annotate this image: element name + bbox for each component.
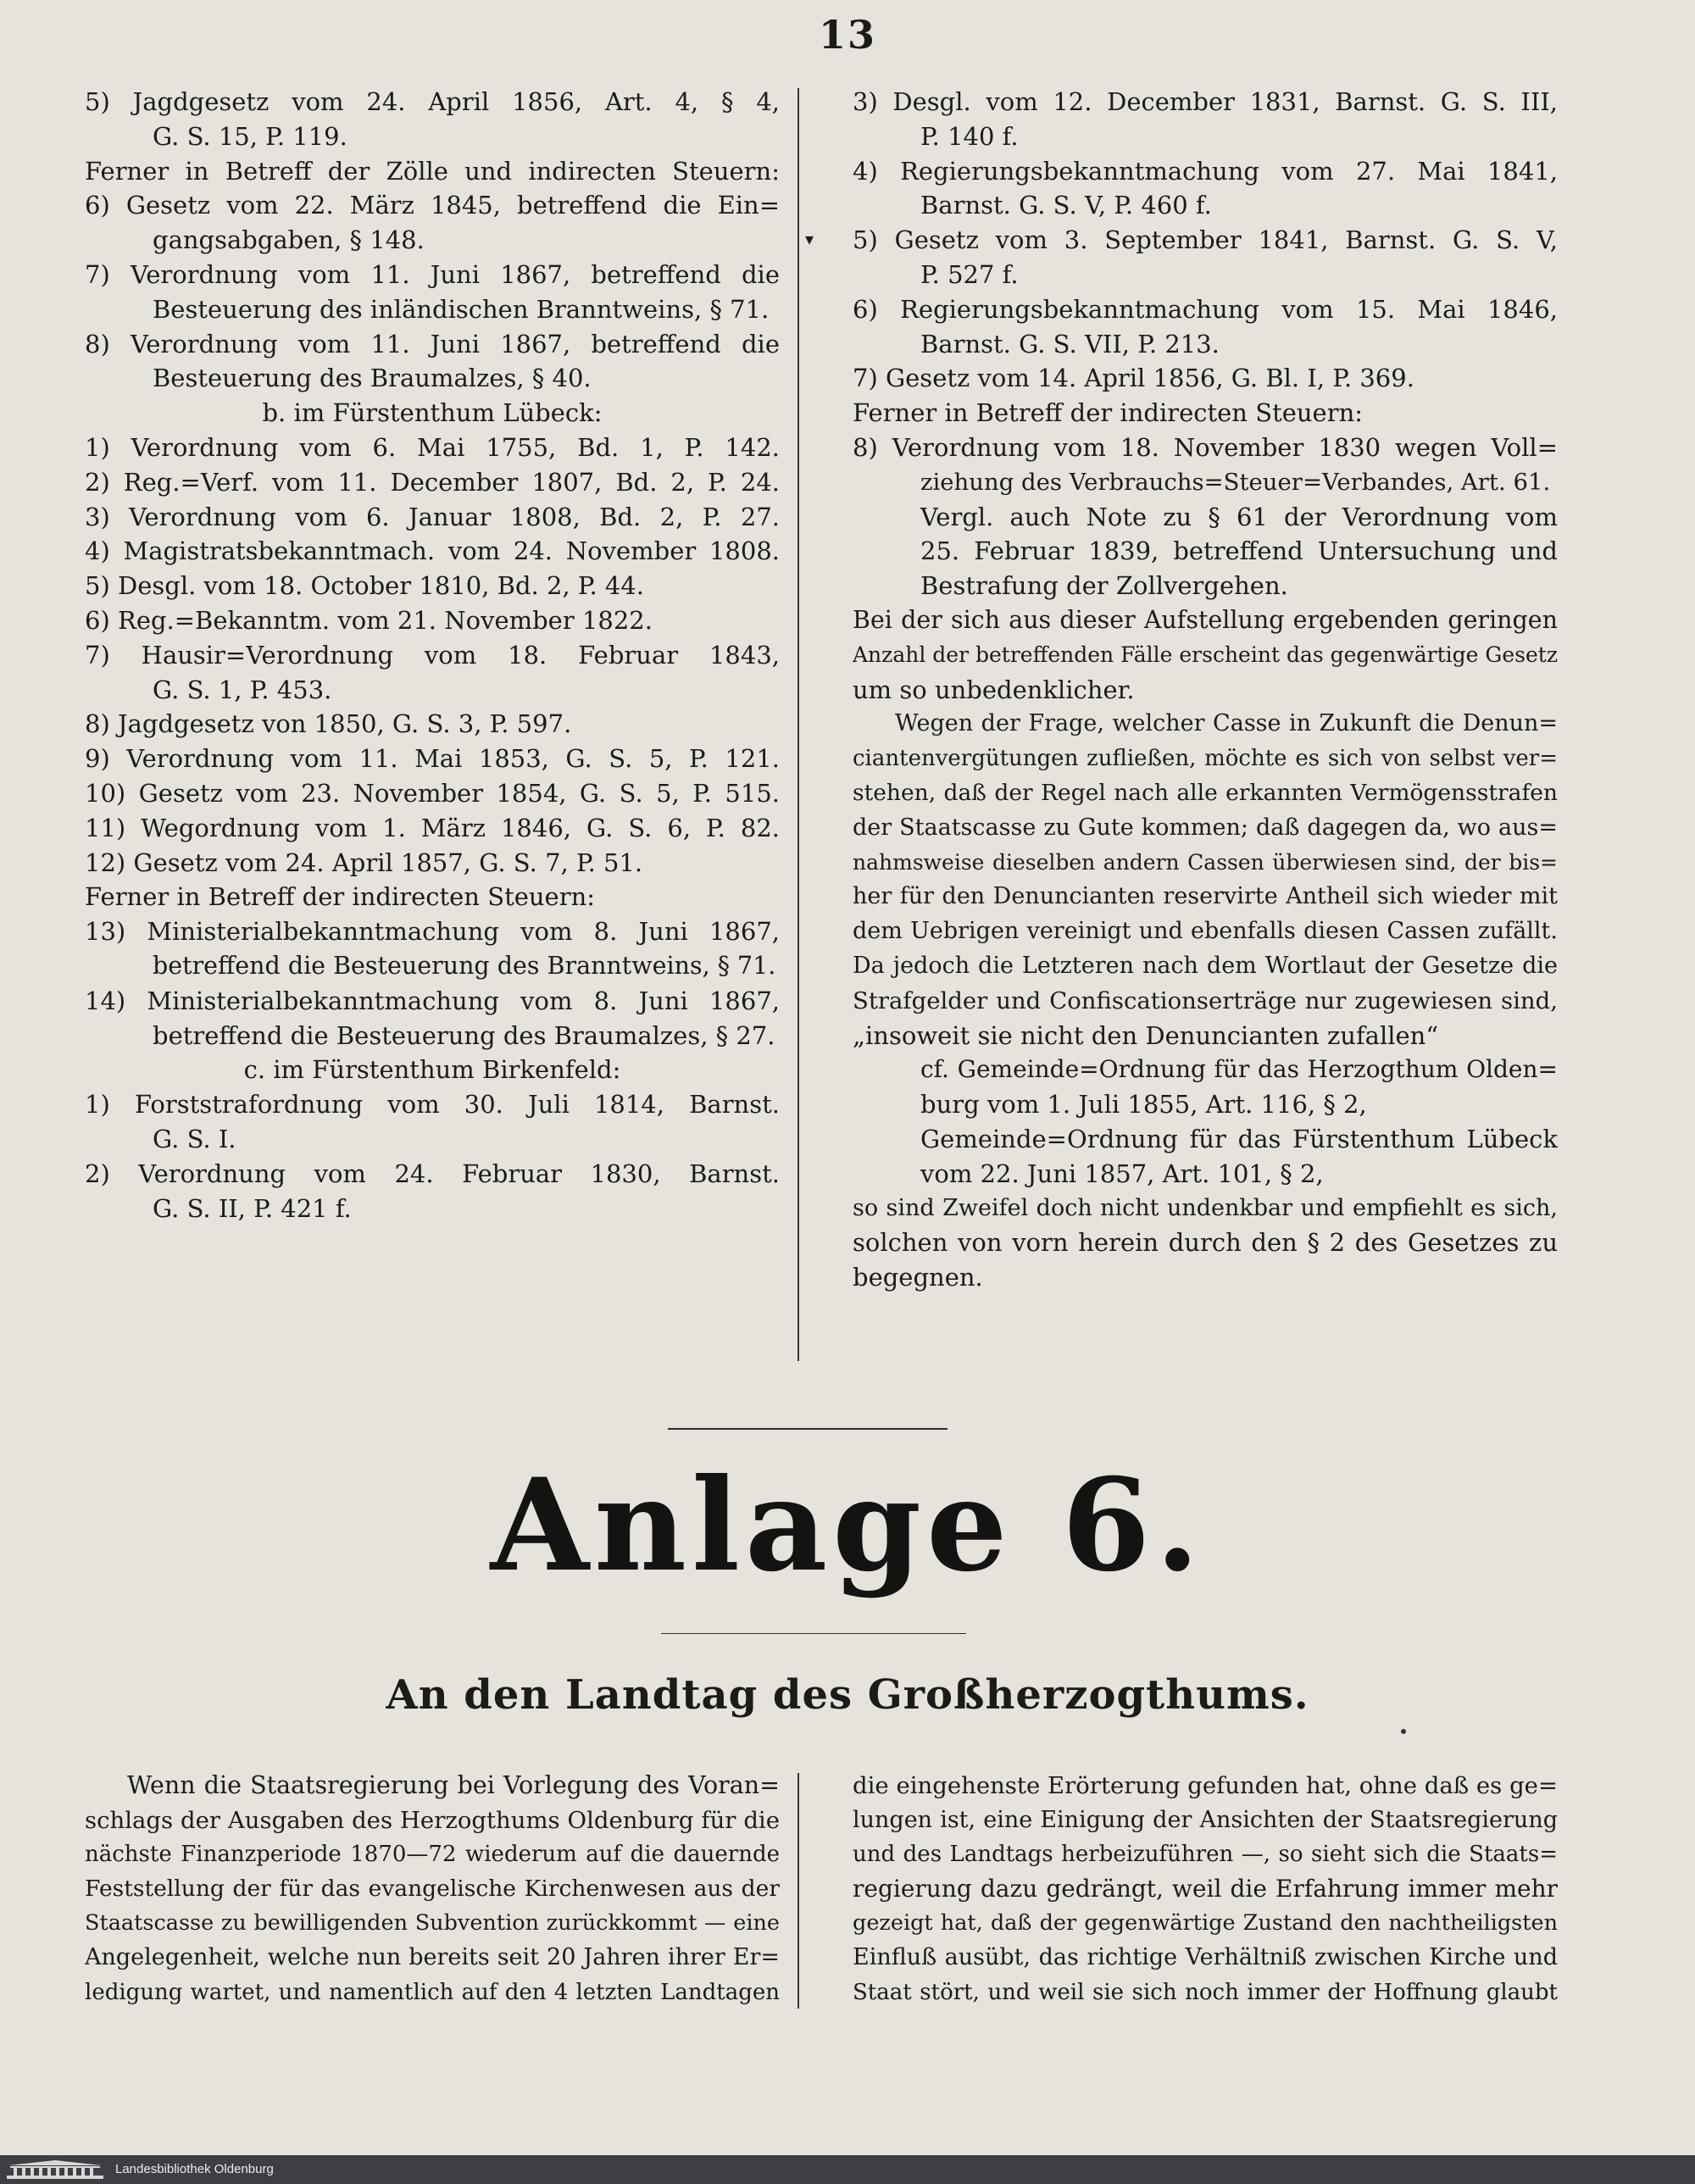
- library-building-icon: [5, 2159, 105, 2181]
- footer-label: Landesbibliothek Oldenburg: [115, 2162, 274, 2176]
- text-line: 13) Ministerialbekanntmachung vom 8. Juni 1867,: [85, 917, 780, 947]
- text-line: 5) Jagdgesetz vom 24. April 1856, Art. 4, § 4,: [85, 87, 780, 116]
- text-line: Wenn die Staatsregierung bei Vorlegung des Voran=: [127, 1771, 780, 1799]
- text-line: 8) Verordnung vom 18. November 1830 wegen Voll=: [853, 432, 1558, 462]
- text-line: burg vom 1. Juli 1855, Art. 116, § 2,: [920, 1090, 1367, 1120]
- annex-title: Anlage 6.: [490, 1451, 1205, 1600]
- footer-bar: [0, 2155, 1695, 2184]
- text-line: Ferner in Betreff der indirecten Steuern:: [853, 398, 1364, 428]
- text-line: um so unbedenklicher.: [853, 675, 1135, 704]
- text-line: P. 527 f.: [920, 259, 1019, 289]
- text-line: Barnst. G. S. VII, P. 213.: [920, 329, 1220, 358]
- text-line: 5) Desgl. vom 18. October 1810, Bd. 2, P. 44.: [85, 571, 645, 601]
- text-line: 1) Verordnung vom 6. Mai 1755, Bd. 1, P. 142.: [85, 432, 780, 462]
- left-column: [85, 85, 780, 1225]
- section-rule: [668, 1428, 948, 1430]
- text-line: 6) Gesetz vom 22. März 1845, betreffend die Ein=: [85, 191, 780, 220]
- text-line: Vergl. auch Note zu § 61 der Verordnung vom: [920, 502, 1558, 531]
- text-line: Wegen der Frage, welcher Casse in Zukunft die Denun=: [895, 710, 1558, 737]
- text-line: der Staatscasse zu Gute kommen; daß dagegen da, wo aus=: [853, 814, 1558, 841]
- text-line: Besteuerung des Braumalzes, § 40.: [153, 364, 592, 393]
- lower-column-divider: [797, 1773, 799, 2009]
- text-line: Staatscasse zu bewilligenden Subvention zurückkommt — eine: [85, 1910, 780, 1937]
- text-line: lungen ist, eine Einigung der Ansichten der Staatsregierung: [853, 1806, 1558, 1833]
- text-line: regierung dazu gedrängt, weil die Erfahrung immer mehr: [853, 1874, 1558, 1903]
- text-line: G. S. 1, P. 453.: [153, 675, 332, 704]
- text-line: cf. Gemeinde=Ordnung für das Herzogthum Olden=: [920, 1055, 1558, 1084]
- text-line: G. S. II, P. 421 f.: [153, 1193, 352, 1223]
- subsection-heading: b. im Fürstenthum Lübeck:: [262, 398, 603, 428]
- right-column: [853, 85, 1558, 1295]
- text-line: Angelegenheit, welche nun bereits seit 20 Jahren ihrer Er=: [85, 1943, 780, 1970]
- text-line: Barnst. G. S. V, P. 460 f.: [920, 191, 1212, 220]
- page-number: 13: [818, 12, 876, 58]
- text-line: G. S. 15, P. 119.: [153, 121, 347, 151]
- text-line: „insoweit sie nicht den Denuncianten zufallen“: [853, 1020, 1439, 1050]
- column-divider: [797, 88, 799, 1361]
- text-line: und des Landtags herbeizuführen —, so sieht sich die Staats=: [853, 1842, 1558, 1868]
- text-line: Einfluß ausübt, das richtige Verhältniß zwischen Kirche und: [853, 1943, 1558, 1970]
- stray-ink-mark: ▾: [805, 229, 814, 249]
- text-line: Ferner in Betreff der Zölle und indirecten Steuern:: [85, 156, 780, 186]
- text-line: 7) Hausir=Verordnung vom 18. Februar 1843,: [85, 640, 780, 670]
- text-line: 10) Gesetz vom 23. November 1854, G. S. 5, P. 515.: [85, 778, 780, 808]
- text-line: 5) Gesetz vom 3. September 1841, Barnst. G. S. V,: [853, 225, 1558, 255]
- text-line: Strafgelder und Confiscationserträge nur zugewiesen sind,: [853, 986, 1558, 1014]
- text-line: so sind Zweifel doch nicht undenkbar und empfiehlt es sich,: [853, 1194, 1558, 1221]
- text-line: schlags der Ausgaben des Herzogthums Oldenburg für die: [85, 1806, 780, 1834]
- text-line: die eingehenste Erörterung gefunden hat, ohne daß es ge=: [853, 1772, 1558, 1799]
- text-line: Gemeinde=Ordnung für das Fürstenthum Lübeck: [920, 1124, 1558, 1153]
- text-line: Anzahl der betreffenden Fälle erscheint das gegenwärtige Gesetz: [853, 642, 1558, 667]
- text-line: begegnen.: [853, 1263, 983, 1292]
- text-line: gezeigt hat, daß der gegenwärtige Zustand den nachtheiligsten: [853, 1910, 1558, 1937]
- text-line: G. S. I.: [153, 1124, 236, 1153]
- text-line: betreffend die Besteuerung des Branntweins, § 71.: [153, 951, 776, 980]
- text-line: 1) Forststrafordnung vom 30. Juli 1814, Barnst.: [85, 1090, 780, 1120]
- text-line: 14) Ministerialbekanntmachung vom 8. Juni 1867,: [85, 986, 780, 1015]
- text-line: dem Uebrigen vereinigt und ebenfalls diesen Cassen zufällt.: [853, 918, 1558, 945]
- text-line: ledigung wartet, und namentlich auf den 4 letzten Landtagen: [85, 1979, 780, 2005]
- text-line: Feststellung der für das evangelische Kirchenwesen aus der: [85, 1875, 780, 1902]
- text-line: Besteuerung des inländischen Branntweins, § 71.: [153, 294, 770, 324]
- text-line: Bestrafung der Zollvergehen.: [920, 571, 1288, 601]
- text-line: 8) Jagdgesetz von 1850, G. S. 3, P. 597.: [85, 709, 572, 739]
- text-line: stehen, daß der Regel nach alle erkannten Vermögensstrafen: [853, 779, 1558, 806]
- text-line: nahmsweise dieselben andern Cassen überwiesen sind, der bis=: [853, 849, 1558, 875]
- text-line: 7) Gesetz vom 14. April 1856, G. Bl. I, P. 369.: [853, 364, 1414, 393]
- text-line: Staat stört, und weil sie sich noch immer der Hoffnung glaubt: [853, 1979, 1558, 2005]
- text-line: 25. Februar 1839, betreffend Untersuchung und: [920, 536, 1558, 566]
- text-line: 8) Verordnung vom 11. Juni 1867, betreffend die: [85, 329, 780, 358]
- text-line: 12) Gesetz vom 24. April 1857, G. S. 7, P. 51.: [85, 847, 643, 877]
- text-line: P. 140 f.: [920, 121, 1019, 151]
- text-line: solchen von vorn herein durch den § 2 des Gesetzes zu: [853, 1228, 1558, 1258]
- text-line: 9) Verordnung vom 11. Mai 1853, G. S. 5, P. 121.: [85, 744, 780, 774]
- text-line: vom 22. Juni 1857, Art. 101, § 2,: [920, 1159, 1324, 1188]
- text-line: betreffend die Besteuerung des Braumalzes, § 27.: [153, 1020, 775, 1050]
- text-line: 4) Regierungsbekanntmachung vom 27. Mai 1841,: [853, 156, 1558, 186]
- stray-ink-dot: [1401, 1729, 1406, 1734]
- text-line: ziehung des Verbrauchs=Steuer=Verbandes, Art. 61.: [920, 468, 1551, 496]
- text-line: 11) Wegordnung vom 1. März 1846, G. S. 6, P. 82.: [85, 813, 780, 842]
- text-line: ciantenvergütungen zufließen, möchte es sich von selbst ver=: [853, 746, 1558, 772]
- lower-right-column: [853, 1769, 1558, 2009]
- text-line: 3) Desgl. vom 12. December 1831, Barnst. G. S. III,: [853, 87, 1558, 116]
- text-line: 2) Verordnung vom 24. Februar 1830, Barnst.: [85, 1159, 780, 1188]
- text-line: 4) Magistratsbekanntmach. vom 24. November 1808.: [85, 536, 780, 566]
- text-line: Ferner in Betreff der indirecten Steuern:: [85, 882, 596, 912]
- text-line: Da jedoch die Letzteren nach dem Wortlaut der Gesetze die: [853, 952, 1558, 979]
- text-line: her für den Denuncianten reservirte Antheil sich wieder mit: [853, 883, 1558, 910]
- lower-left-column: [85, 1769, 780, 2009]
- address-rule: [661, 1633, 966, 1634]
- text-line: nächste Finanzperiode 1870—72 wiederum auf die dauernde: [85, 1842, 780, 1868]
- text-line: 6) Regierungsbekanntmachung vom 15. Mai 1846,: [853, 294, 1558, 324]
- address-heading: An den Landtag des Großherzogthums.: [386, 1671, 1309, 1719]
- text-line: 7) Verordnung vom 11. Juni 1867, betreffend die: [85, 259, 780, 289]
- text-line: 2) Reg.=Verf. vom 11. December 1807, Bd. 2, P. 24.: [85, 467, 780, 497]
- text-line: gangsabgaben, § 148.: [153, 225, 425, 255]
- text-line: 6) Reg.=Bekanntm. vom 21. November 1822.: [85, 605, 653, 635]
- subsection-heading: c. im Fürstenthum Birkenfeld:: [243, 1055, 621, 1085]
- text-line: Bei der sich aus dieser Aufstellung ergebenden geringen: [853, 605, 1558, 634]
- text-line: 3) Verordnung vom 6. Januar 1808, Bd. 2, P. 27.: [85, 502, 780, 531]
